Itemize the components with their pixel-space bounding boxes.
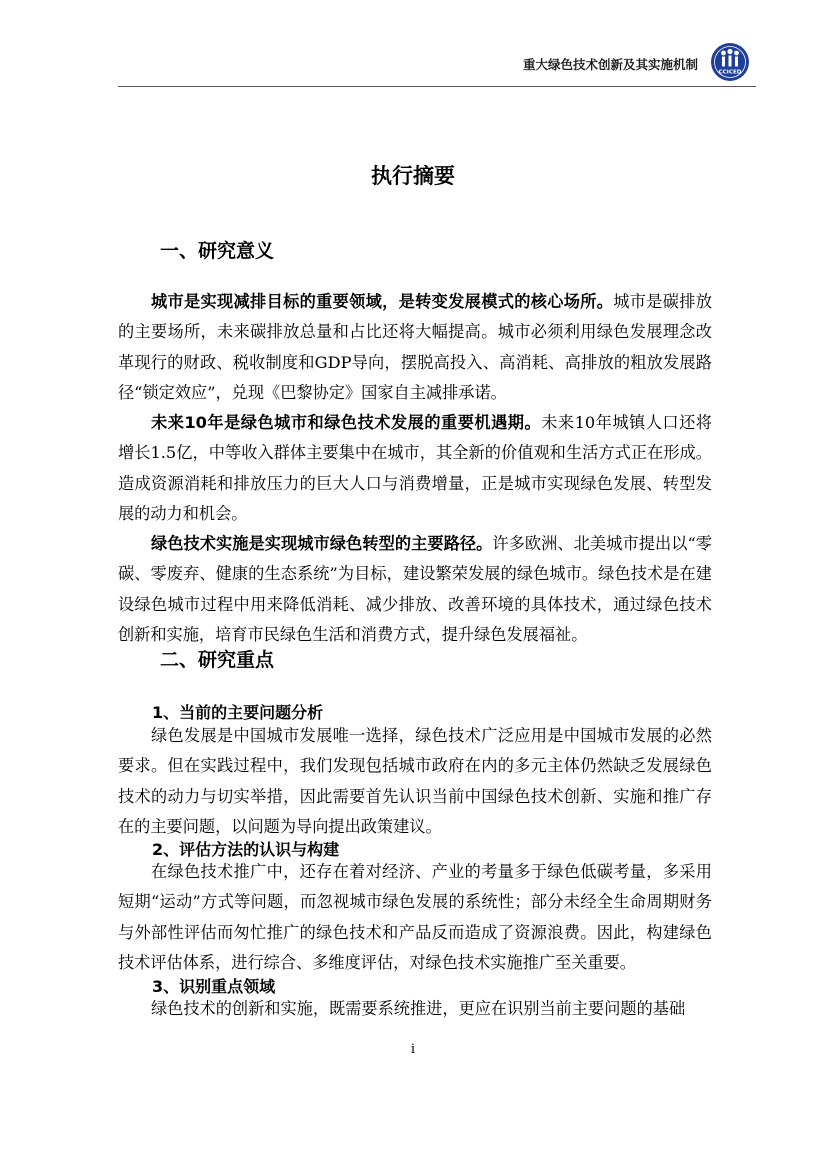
cciced-logo xyxy=(710,42,750,82)
paragraph xyxy=(118,287,712,408)
subsection-heading: 3、识别重点领域 xyxy=(152,977,276,996)
subsection-heading: 2、评估方法的认识与构建 xyxy=(152,840,340,859)
paragraph-body: 城市是碳排放的主要场所，未来碳排放总量和占比还将大幅提高。城市必须利用绿色发展理念改革现行的财政、税收制度和GDP导向，摆脱高投入、高消耗、高排放的粗放发展路径“锁定效应”，兑现《巴黎协定》国家自主减排承诺。 xyxy=(118,292,713,402)
subsection-heading: 1、当前的主要问题分析 xyxy=(152,703,324,722)
header-title: 重大绿色技术创新及其实施机制 xyxy=(522,57,698,72)
paragraph xyxy=(118,408,712,529)
header-divider xyxy=(118,86,756,87)
paragraph-lead: 绿色技术实施是实现城市绿色转型的主要路径。 xyxy=(151,534,493,553)
paragraph-body: 许多欧洲、北美城市提出以“零碳、零废弃、健康的生态系统”为目标，建设繁荣发展的绿色城市。绿色技术是在建设绿色城市过程中用来降低消耗、减少排放、改善环境的具体技术，通过绿色技术创新和实施，培育市民绿色生活和消费方式，提升绿色发展福祉。 xyxy=(118,534,712,644)
paragraph xyxy=(118,857,712,978)
section-heading-significance: 一、研究意义 xyxy=(160,240,275,262)
paragraph-body: 在绿色技术推广中，还存在着对经济、产业的考量多于绿色低碳考量，多采用短期“运动”方式等问题，而忽视城市绿色发展的系统性；部分未经全生命周期财务与外部性评估而匆忙推广的绿色技术和产品反而造成了资源浪费。因此，构建绿色技术评估体系，进行综合、多维度评估，对绿色技术实施推广至关重要。 xyxy=(118,862,712,972)
paragraph xyxy=(118,529,712,650)
paragraph-body: 绿色发展是中国城市发展唯一选择，绿色技术广泛应用是中国城市发展的必然要求。但在实践过程中，我们发现包括城市政府在内的多元主体仍然缺乏发展绿色技术的动力与切实举措，因此需要首先认识当前中国绿色技术创新、实施和推广存在的主要问题，以问题为导向提出政策建议。 xyxy=(118,726,712,836)
paragraph-body: 未来10年城镇人口还将增长1.5亿，中等收入群体主要集中在城市，其全新的价值观和生活方式正在形成。造成资源消耗和排放压力的巨大人口与消费增量，正是城市实现绿色发展、转型发展的动力和机会。 xyxy=(118,413,712,523)
page-number: i xyxy=(410,1042,416,1057)
paragraph-lead: 城市是实现减排目标的重要领域，是转变发展模式的核心场所。 xyxy=(151,292,614,311)
paragraph xyxy=(118,721,712,842)
svg-text:CCICED: CCICED xyxy=(718,69,742,76)
doc-title: 执行摘要 xyxy=(371,164,455,188)
paragraph-body: 绿色技术的创新和实施，既需要系统推进，更应在识别当前主要问题的基础 xyxy=(151,999,686,1018)
paragraph-lead: 未来10年是绿色城市和绿色技术发展的重要机遇期。 xyxy=(151,413,542,432)
section-heading-focus: 二、研究重点 xyxy=(160,649,275,671)
paragraph xyxy=(118,994,712,1024)
